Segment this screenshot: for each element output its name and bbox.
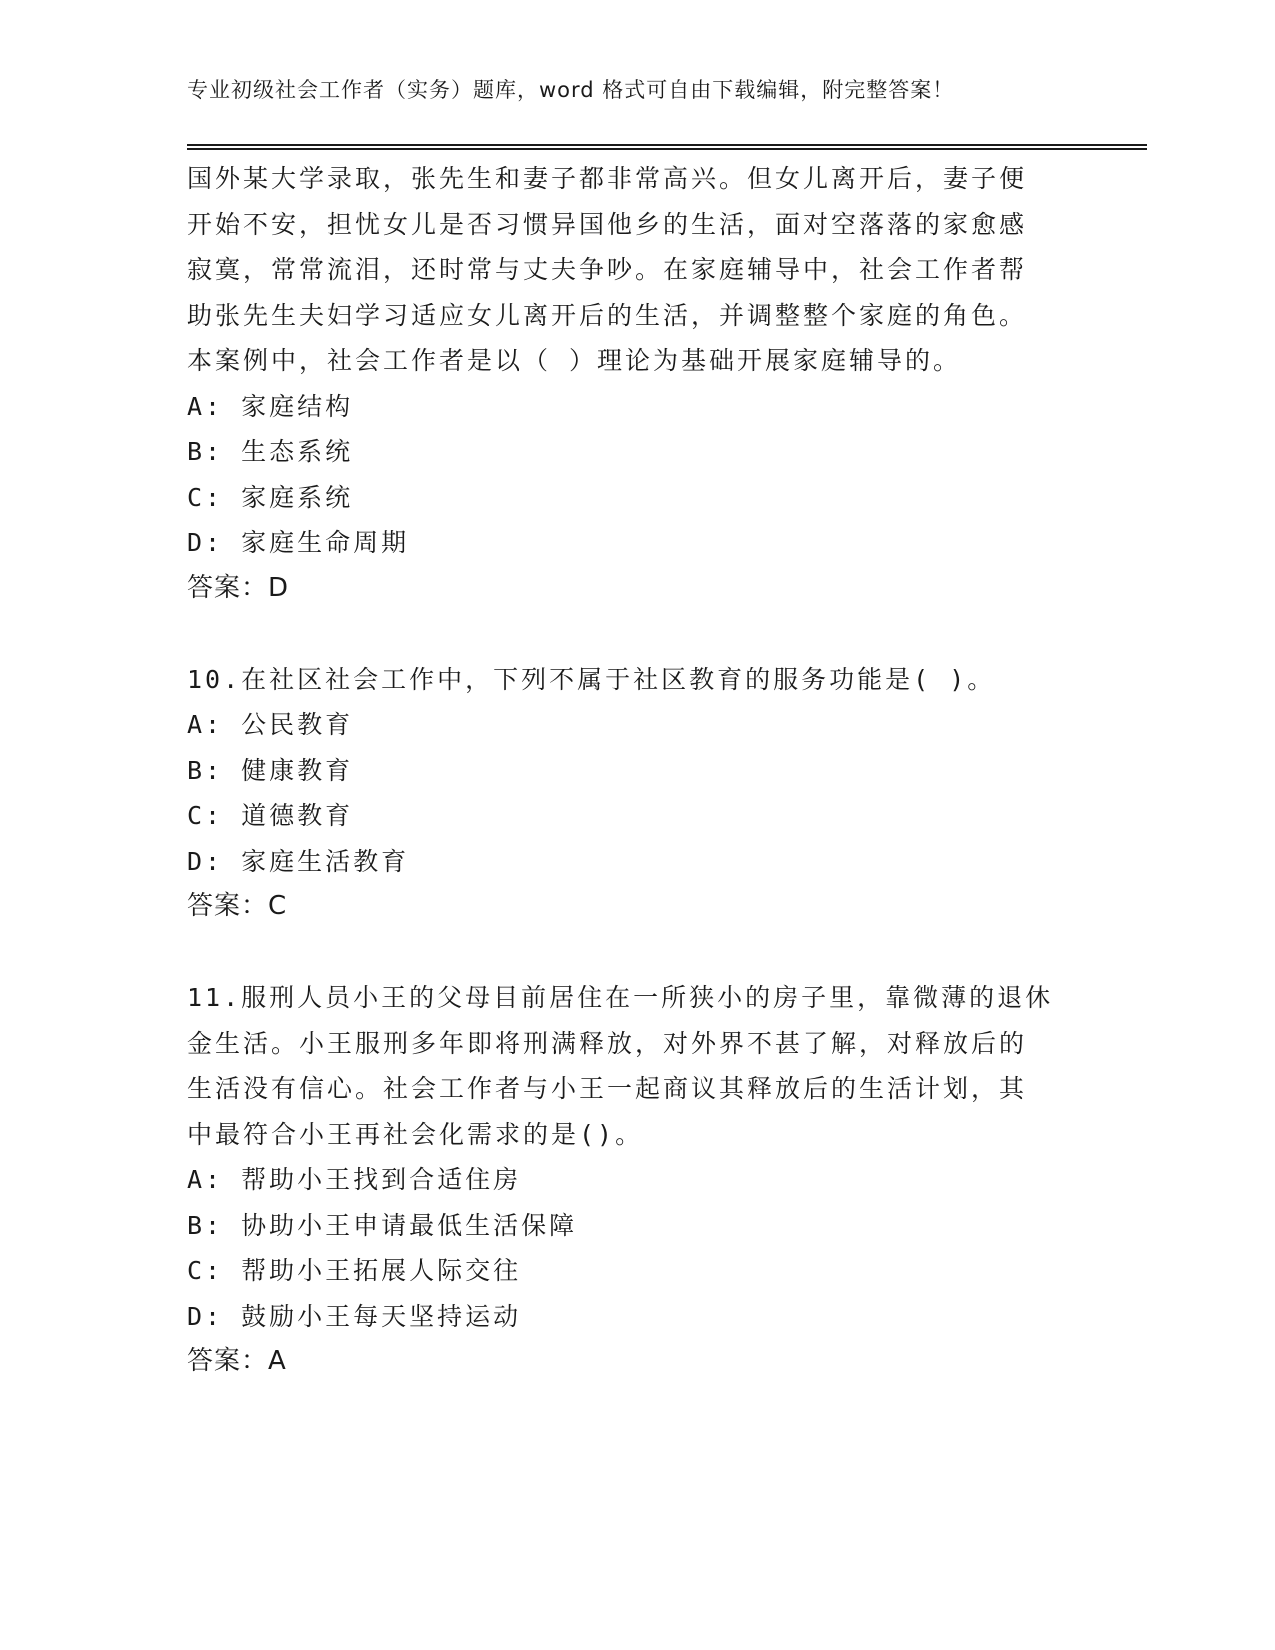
option-d: D: 家庭生活教育 [187,846,410,876]
option-a: A: 帮助小王找到合适住房 [187,1165,522,1194]
option-b: B: 协助小王申请最低生活保障 [187,1210,578,1240]
option-a: A: 家庭结构 [187,391,354,421]
header-rule-bottom [187,148,1147,150]
question-stem-line: 11.服刑人员小王的父母目前居住在一所狭小的房子里，靠微薄的退休 [187,983,1054,1012]
option-b: B: 生态系统 [187,437,354,466]
spacer [187,611,1087,657]
answer: 答案：A [187,1346,287,1376]
question-10 [187,657,1087,930]
option-c: C: 家庭系统 [187,482,354,512]
question-stem-line: 本案例中，社会工作者是以（ ）理论为基础开展家庭辅导的。 [187,346,962,375]
question-stem-line: 中最符合小王再社会化需求的是()。 [187,1119,644,1149]
header-rule-top [187,144,1147,146]
question-stem-line: 开始不安，担忧女儿是否习惯异国他乡的生活，面对空落落的家愈感 [187,209,1028,239]
question-11 [187,975,1087,1385]
question-stem-line: 生活没有信心。社会工作者与小王一起商议其释放后的生活计划，其 [187,1074,1028,1103]
spacer [187,930,1087,976]
option-a: A: 公民教育 [187,710,354,739]
question-stem-line: 国外某大学录取，张先生和妻子都非常高兴。但女儿离开后，妻子便 [187,164,1028,193]
answer: 答案：C [187,891,288,921]
page-header: 专业初级社会工作者（实务）题库，word 格式可自由下载编辑，附完整答案！ [187,78,955,102]
question-stem-line: 金生活。小王服刑多年即将刑满释放，对外界不甚了解，对释放后的 [187,1028,1028,1058]
answer: 答案：D [187,572,290,603]
question-stem-line: 助张先生夫妇学习适应女儿离开后的生活，并调整整个家庭的角色。 [187,300,1028,330]
option-b: B: 健康教育 [187,755,354,785]
option-c: C: 道德教育 [187,801,354,830]
question-content [187,156,1087,1385]
option-d: D: 家庭生命周期 [187,528,410,557]
option-c: C: 帮助小王拓展人际交往 [187,1256,522,1285]
question-stem-line: 10.在社区社会工作中，下列不属于社区教育的服务功能是( )。 [187,664,996,694]
option-d: D: 鼓励小王每天坚持运动 [187,1301,522,1331]
question-9 [187,156,1087,611]
question-stem-line: 寂寞，常常流泪，还时常与丈夫争吵。在家庭辅导中，社会工作者帮 [187,255,1028,284]
